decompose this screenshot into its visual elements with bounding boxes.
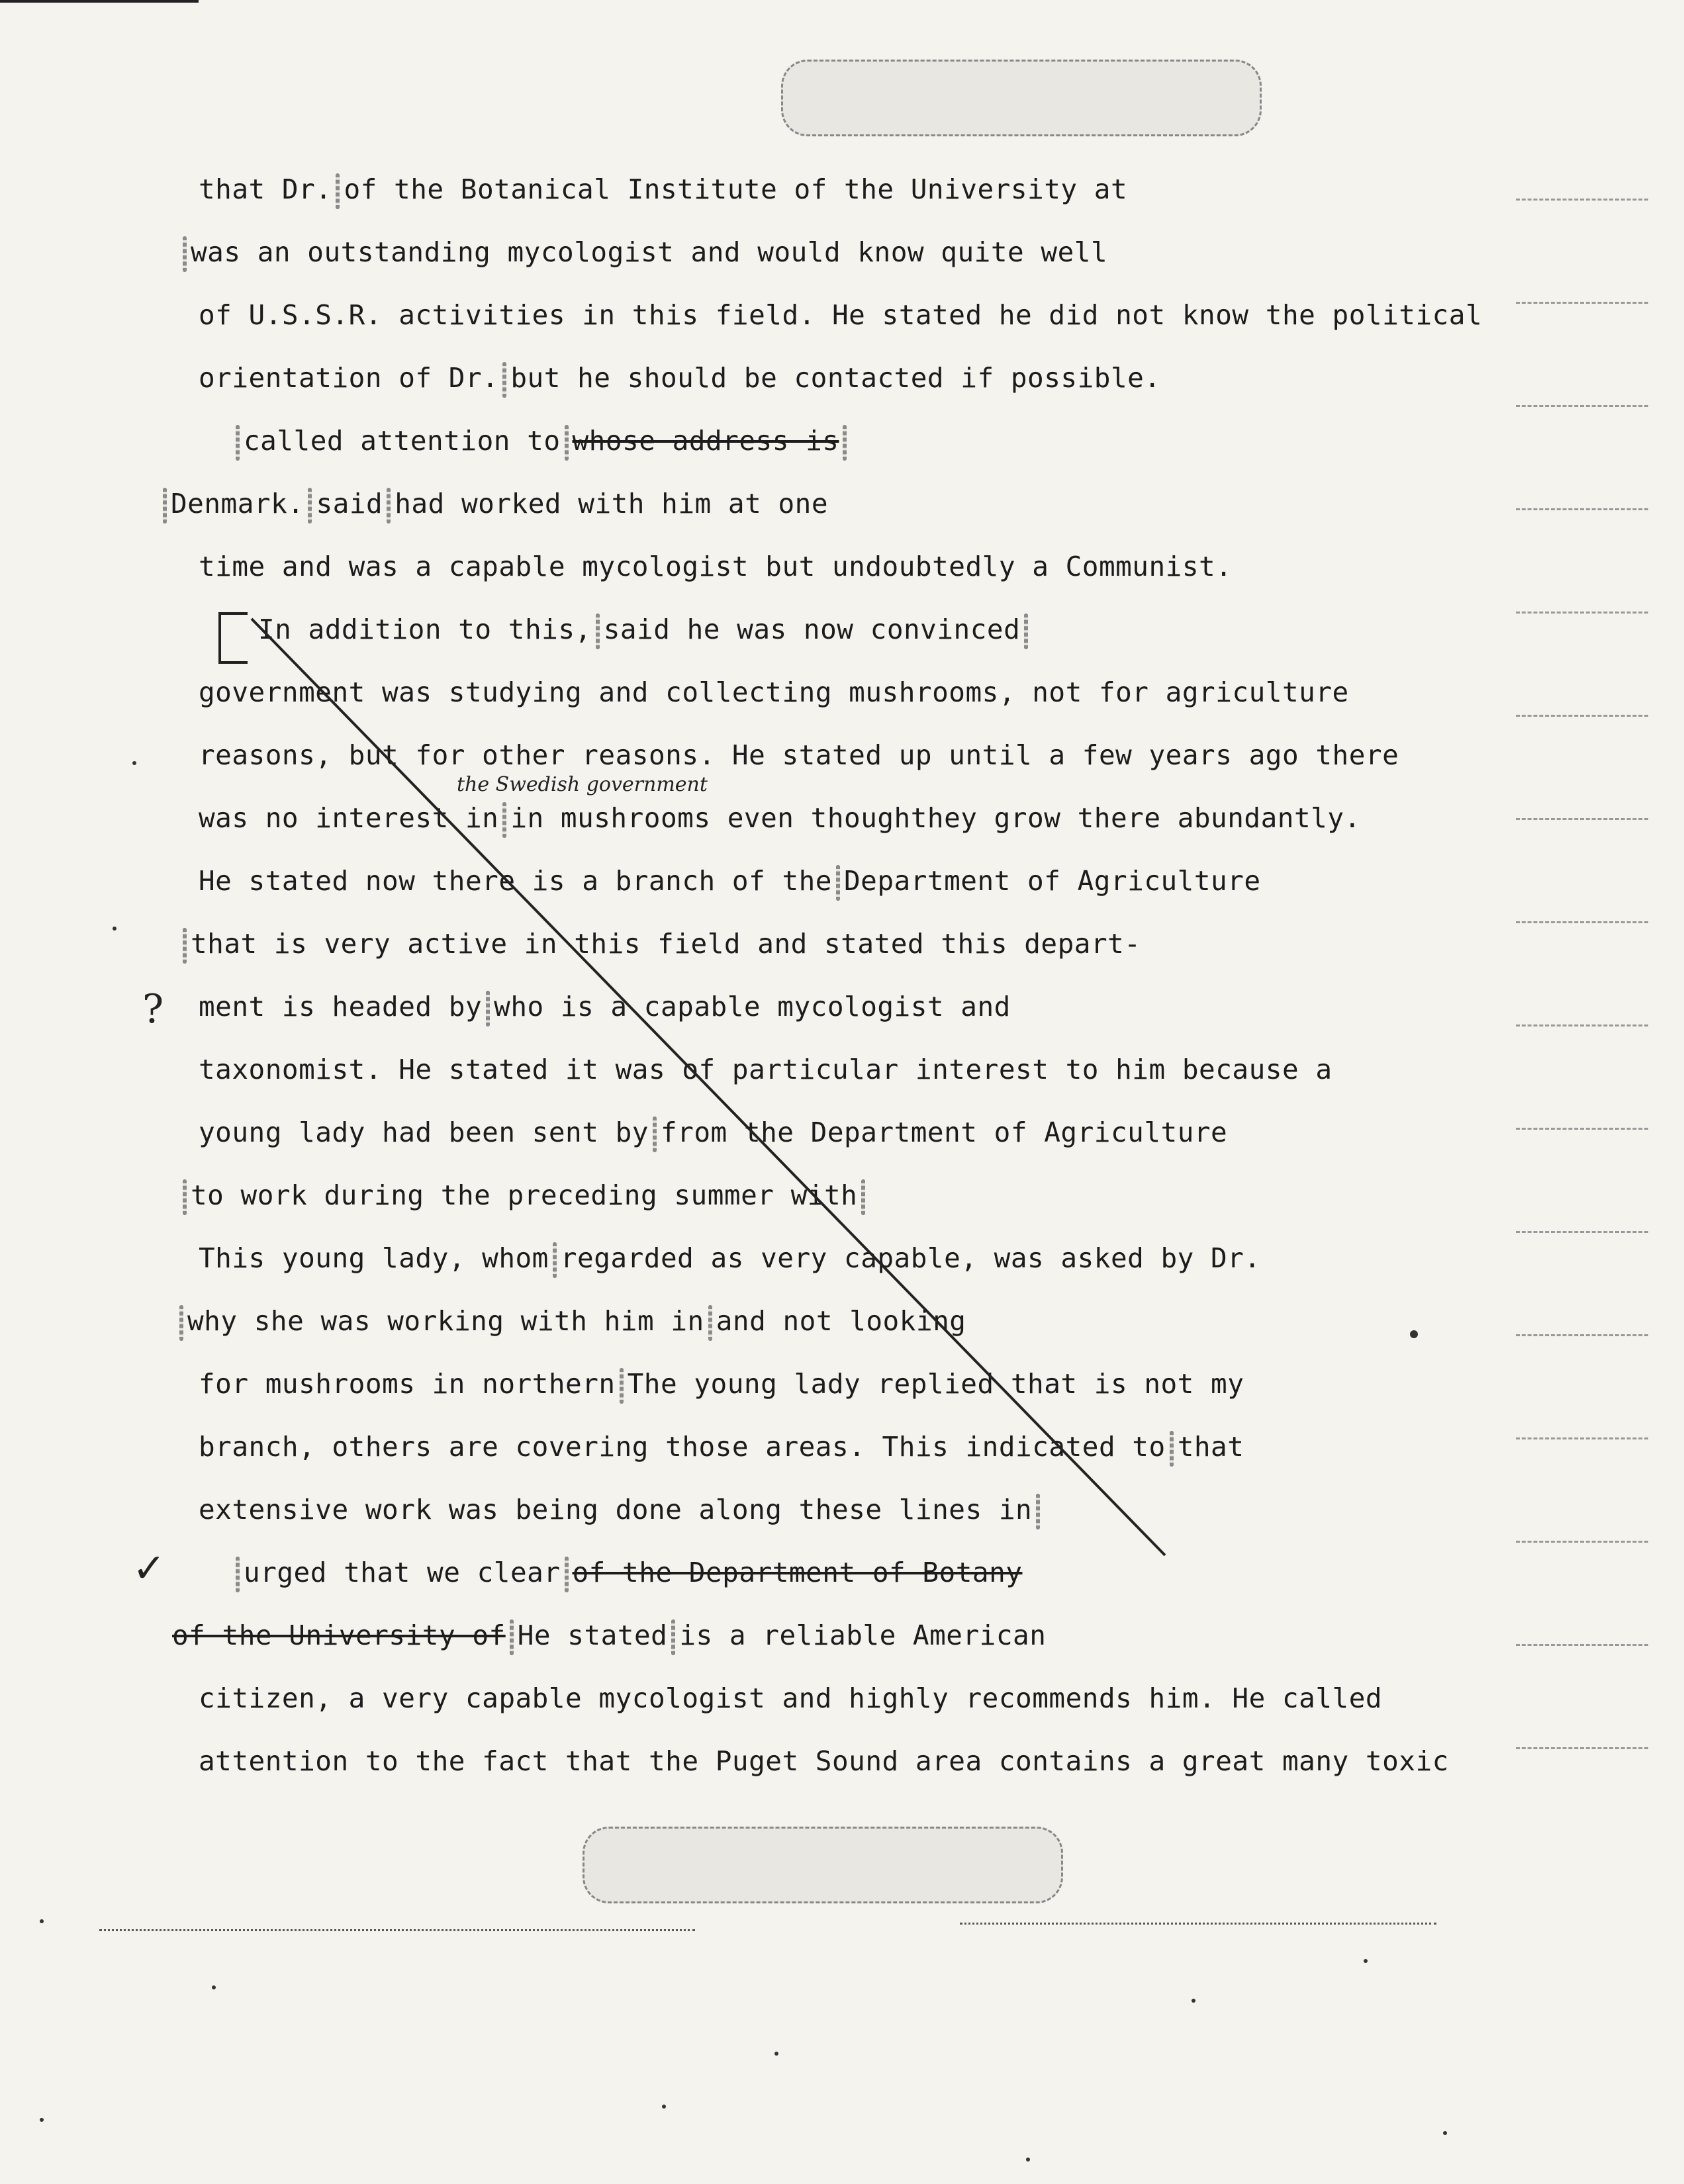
- line-8-part-a: In addition to this,: [258, 614, 592, 645]
- line-19-part-b: why she was working with him in: [187, 1305, 704, 1337]
- speck: [662, 2105, 666, 2109]
- line-14-part-b: who is a capable mycologist and: [494, 991, 1011, 1023]
- dash: [1516, 1541, 1648, 1545]
- dash: [1516, 612, 1648, 615]
- dash: [1516, 1024, 1648, 1028]
- dash: [1516, 199, 1648, 203]
- speck: [1364, 1959, 1368, 1963]
- line-11-part-a: was no interest in: [199, 802, 499, 834]
- line-8-part-b: said he was now convinced: [603, 614, 1021, 645]
- speck: [1443, 2131, 1447, 2135]
- line-19-part-c: and not looking: [716, 1305, 966, 1337]
- dash: [1516, 508, 1648, 512]
- line-2-part-b: was an outstanding mycologist and would know quite well: [191, 236, 1108, 268]
- line-14-part-a: ment is headed by: [199, 991, 483, 1023]
- line-17-part-b: to work during the preceding summer with: [191, 1179, 858, 1211]
- dash: [1516, 818, 1648, 822]
- line-16-part-a: young lady had been sent by: [199, 1116, 649, 1148]
- line-16-part-b: from the Department of Agriculture: [660, 1116, 1228, 1148]
- line-13-part-b: that is very active in this field and stated this depart-: [191, 928, 1141, 960]
- handwritten-insertion: the Swedish government: [457, 773, 708, 796]
- speck: [1410, 1330, 1418, 1338]
- line-7-text: time and was a capable mycologist but undoubtedly a Communist.: [199, 551, 1233, 582]
- line-6-part-b: said: [316, 488, 383, 520]
- line-26-text: attention to the fact that the Puget Sound area contains a great many toxic: [199, 1745, 1449, 1777]
- line-10-text: reasons, but for other reasons. He stated up until a few years ago there: [199, 739, 1399, 771]
- line-23-part-b: of the Department of Botany: [572, 1557, 1023, 1588]
- bottom-dotted-rule-left: [99, 1929, 695, 1933]
- line-4-part-a: orientation of Dr.: [199, 362, 499, 394]
- dash: [1516, 1128, 1648, 1132]
- line-21-part-b: that: [1177, 1431, 1244, 1463]
- dash: [1516, 1437, 1648, 1441]
- line-20-part-b: The young lady replied that is not my: [627, 1368, 1244, 1400]
- dash: [1516, 1644, 1648, 1648]
- line-18-part-a: This young lady, whom: [199, 1242, 549, 1274]
- speck: [40, 2118, 44, 2122]
- speck: [132, 761, 136, 765]
- speck: [113, 927, 117, 931]
- line-9-text: government was studying and collecting mushrooms, not for agriculture: [199, 676, 1349, 708]
- line-6-part-c: had worked with him at one: [395, 488, 829, 520]
- line-24-part-a: of the University of: [172, 1619, 506, 1651]
- line-3-text: of U.S.S.R. activities in this field. He stated he did not know the political: [199, 299, 1483, 331]
- line-15-text: taxonomist. He stated it was of particular interest to him because a: [199, 1054, 1333, 1085]
- dash: [1516, 302, 1648, 306]
- dash: [1516, 1231, 1648, 1235]
- line-12-part-b: Department of Agriculture: [844, 865, 1261, 897]
- line-5-part-a: called attention to: [244, 425, 561, 457]
- dash: [1516, 1747, 1648, 1751]
- footer-redaction: [583, 1827, 1063, 1903]
- speck: [212, 1985, 216, 1989]
- line-23-part-a: urged that we clear: [244, 1557, 561, 1588]
- speck: [1026, 2158, 1030, 2161]
- dash: [1516, 921, 1648, 925]
- line-4-part-b: but he should be contacted if possible.: [510, 362, 1161, 394]
- line-1-part-b: of the Botanical Institute of the University at: [344, 173, 1128, 205]
- dash: [1516, 1334, 1648, 1338]
- line-1-part-a: that Dr.: [199, 173, 332, 205]
- margin-check-mark: ✓: [132, 1545, 166, 1592]
- line-5-part-b: whose address is: [572, 425, 839, 457]
- line-21-part-a: branch, others are covering those areas. This indicated to: [199, 1431, 1166, 1463]
- margin-question-mark: ?: [142, 986, 164, 1032]
- line-22-part-a: extensive work was being done along these lines in: [199, 1494, 1033, 1525]
- line-25-text: citizen, a very capable mycologist and highly recommends him. He called: [199, 1682, 1383, 1714]
- dash: [1516, 715, 1648, 719]
- speck: [774, 2052, 778, 2056]
- line-11-part-b: in mushrooms even thoughthey grow there abundantly.: [510, 802, 1361, 834]
- line-20-part-a: for mushrooms in northern: [199, 1368, 616, 1400]
- line-24-part-b: He stated: [517, 1619, 668, 1651]
- speck: [1192, 1999, 1195, 2003]
- bottom-dotted-rule-right: [960, 1923, 1436, 1927]
- line-18-part-b: regarded as very capable, was asked by Dr.: [560, 1242, 1261, 1274]
- diagonal-stroke: [252, 619, 1165, 1555]
- speck: [40, 1919, 44, 1923]
- dash: [1516, 405, 1648, 409]
- line-12-part-a: He stated now there is a branch of the: [199, 865, 832, 897]
- line-6-part-a: Denmark.: [171, 488, 304, 520]
- right-margin-dashes: [1516, 199, 1661, 1850]
- line-24-part-c: is a reliable American: [679, 1619, 1047, 1651]
